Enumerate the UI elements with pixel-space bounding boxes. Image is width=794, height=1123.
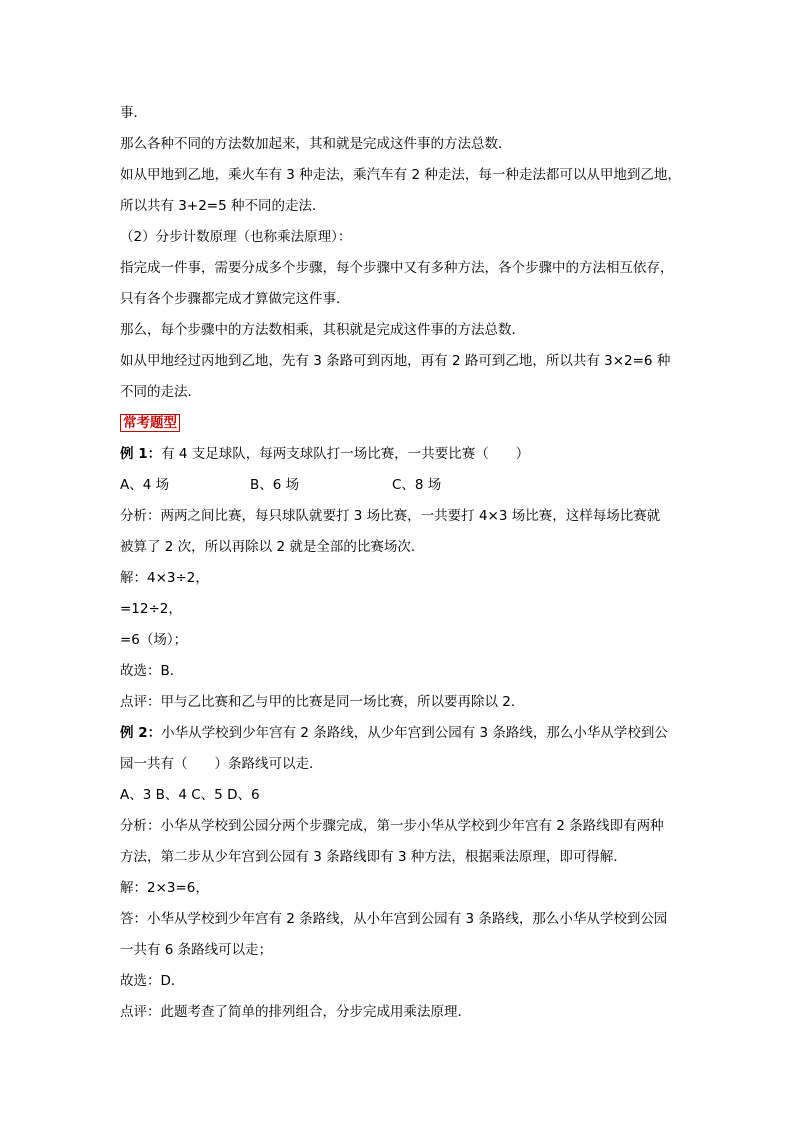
text-line: 事．	[120, 105, 147, 121]
example-2-choice: 故选：D．	[120, 973, 185, 989]
example-2-analysis: 分析：小华从学校到公园分两个步骤完成，第一步小华从学校到少年宫有 2 条路线即有两种	[120, 818, 664, 834]
example-1-comment: 点评：甲与乙比赛和乙与甲的比赛是同一场比赛，所以要再除以 2．	[120, 694, 525, 710]
example-1-options	[120, 476, 441, 494]
section-heading	[120, 414, 180, 432]
option-b: B、6 场	[250, 477, 300, 493]
option-c: C、8 场	[392, 477, 442, 493]
text-line: 那么，每个步骤中的方法数相乘，其积就是完成这件事的方法总数．	[120, 322, 525, 338]
text-line: 指完成一件事，需要分成多个步骤，每个步骤中又有多种方法，各个步骤中的方法相互依存，	[120, 260, 674, 276]
example-2-label: 例 2：	[120, 725, 162, 741]
example-1-analysis: 被算了 2 次，所以再除以 2 就是全部的比赛场次．	[120, 539, 425, 555]
example-1-text: 有 4 支足球队，每两支球队打一场比赛，一共要比赛（ ）	[161, 446, 530, 462]
example-2-text: 小华从学校到少年宫有 2 条路线，从少年宫到公园有 3 条路线，那么小华从学校到公	[161, 725, 668, 741]
example-2-question-cont: 园一共有（ ）条路线可以走．	[120, 756, 323, 772]
option-a: A、4 场	[120, 477, 170, 493]
text-line: 如从甲地到乙地，乘火车有 3 种走法，乘汽车有 2 种走法，每一种走法都可以从甲地到乙地，	[120, 167, 681, 183]
text-line: （2）分步计数原理（也称乘法原理）：	[120, 229, 352, 245]
example-1-choice: 故选：B．	[120, 663, 184, 679]
example-2-options: A、3 B、4 C、5 D、6	[120, 787, 260, 803]
text-line: 不同的走法．	[120, 384, 201, 400]
text-line: 只有各个步骤都完成才算做完这件事．	[120, 291, 350, 307]
example-1-question	[120, 445, 529, 463]
example-2-analysis: 方法，第二步从少年宫到公园有 3 条路线即有 3 种方法，根据乘法原理，即可得解．	[120, 849, 627, 865]
text-line: 那么各种不同的方法数加起来，其和就是完成这件事的方法总数．	[120, 136, 512, 152]
text-line: 如从甲地经过丙地到乙地，先有 3 条路可到丙地，再有 2 路可到乙地，所以共有 3×2=6 种	[120, 353, 671, 369]
example-1-label: 例 1：	[120, 446, 162, 462]
example-2-comment: 点评：此题考查了简单的排列组合，分步完成用乘法原理．	[120, 1004, 471, 1020]
text-line: 所以共有 3+2=5 种不同的走法．	[120, 198, 326, 214]
example-2-answer: 一共有 6 条路线可以走；	[120, 942, 273, 958]
example-2-question	[120, 724, 668, 742]
example-1-solution: 解：4×3÷2，	[120, 570, 209, 586]
example-2-solution: 解：2×3=6，	[120, 880, 209, 896]
example-1-solution: =6（场）；	[120, 632, 188, 648]
example-1-analysis: 分析：两两之间比赛，每只球队就要打 3 场比赛，一共要打 4×3 场比赛，这样每场比赛就	[120, 508, 661, 524]
example-1-solution: =12÷2，	[120, 601, 182, 617]
example-2-answer: 答：小华从学校到少年宫有 2 条路线，从小年宫到公园有 3 条路线，那么小华从学校到公园	[120, 911, 668, 927]
section-tag: 常考题型	[120, 414, 180, 432]
